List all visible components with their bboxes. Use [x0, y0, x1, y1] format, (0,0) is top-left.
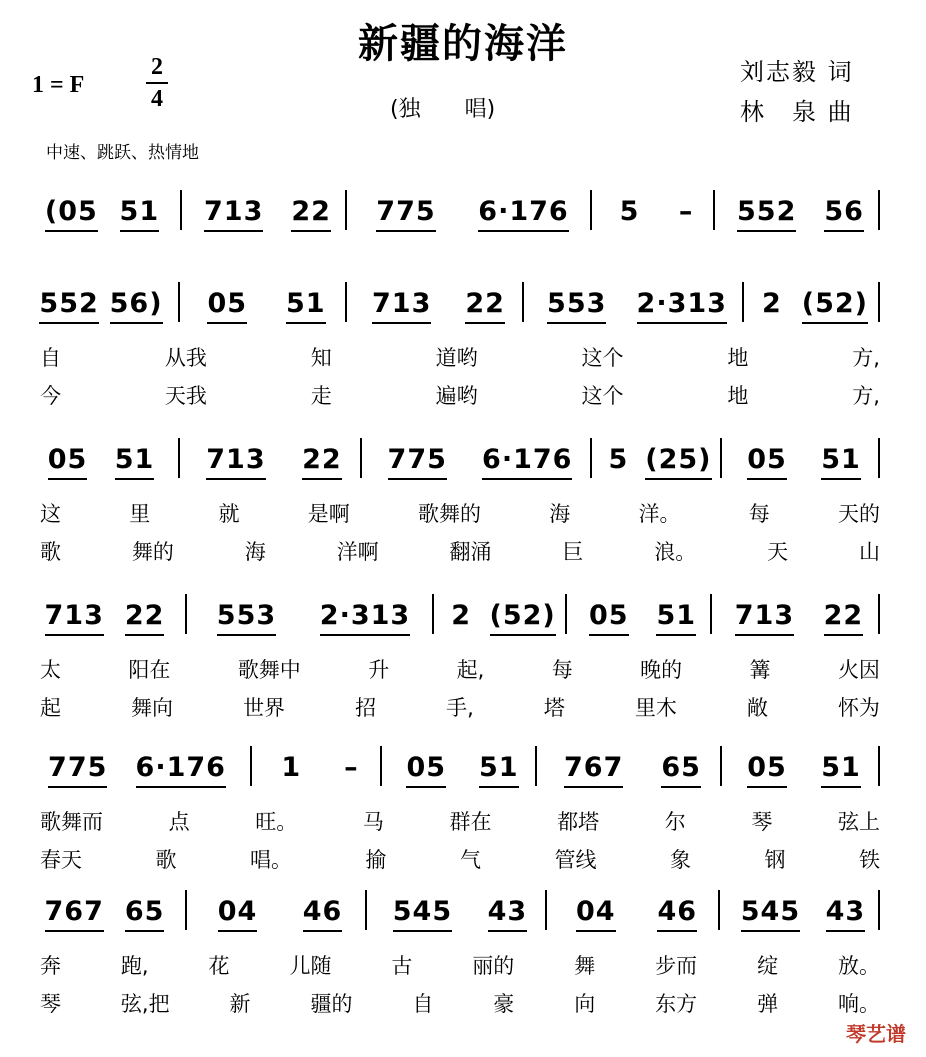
key-signature: 1 = F — [32, 72, 85, 98]
note-group: 22 — [291, 196, 331, 232]
note-group: 65 — [125, 896, 165, 932]
note-group: 553 — [547, 288, 606, 324]
note-group: 51 — [115, 444, 155, 480]
bar-line — [545, 890, 547, 930]
time-signature — [146, 52, 168, 114]
lyric-word: 知 — [310, 346, 332, 370]
bar-line — [710, 594, 712, 634]
note-group: 22 — [465, 288, 505, 324]
lyric-word: 巨 — [562, 540, 584, 564]
lyric-word: 阳在 — [128, 658, 171, 682]
watermark-logo: 琴艺谱 — [846, 1022, 906, 1046]
bar-line — [360, 438, 362, 478]
bar-line — [878, 594, 880, 634]
lyric-line — [40, 806, 880, 836]
meter-bottom: 4 — [151, 86, 163, 112]
lyric-word: 敞 — [746, 696, 768, 720]
composer-credit: 林 泉 曲 — [740, 98, 854, 126]
note-group: 5 — [608, 444, 629, 475]
note-group: 65 — [661, 752, 701, 788]
note-group: 2·313 — [637, 288, 727, 324]
lyric-word: 新 — [229, 992, 251, 1016]
lyric-line — [40, 536, 880, 566]
note-group: 713 — [45, 600, 104, 636]
note-group: 767 — [564, 752, 623, 788]
note-group: 22 — [125, 600, 165, 636]
note-group: 6·176 — [482, 444, 572, 480]
note-group: 05 — [406, 752, 446, 788]
note-group: 552 — [737, 196, 796, 232]
note-group: 553 — [217, 600, 276, 636]
lyric-word: 向 — [574, 992, 596, 1016]
measure — [260, 752, 380, 786]
lyric-word: 响。 — [837, 992, 880, 1016]
bar-line — [590, 438, 592, 478]
bar-line — [590, 190, 592, 230]
bar-line — [365, 890, 367, 930]
lyric-word: 手, — [446, 696, 474, 720]
lyric-word: 道哟 — [435, 346, 478, 370]
lyric-word: 弦上 — [838, 810, 880, 834]
measure — [375, 896, 545, 932]
lyric-word: 弦,把 — [120, 992, 170, 1016]
measure — [575, 600, 710, 636]
note-group: 05 — [48, 444, 88, 480]
lyric-word: 升 — [368, 658, 390, 682]
lyric-word: 每 — [748, 502, 770, 526]
lyric-word: 马 — [362, 810, 384, 834]
lyric-word: 洋。 — [638, 502, 681, 526]
note-group: (52) — [490, 600, 556, 636]
lyric-word: 海 — [244, 540, 266, 564]
meter-top: 2 — [151, 54, 163, 80]
measure — [188, 444, 360, 480]
lyric-word: 气 — [460, 848, 481, 872]
lyric-word: 点 — [168, 810, 190, 834]
lyric-word: 里木 — [634, 696, 677, 720]
lyric-line — [40, 654, 880, 684]
lyric-word: 怀为 — [837, 696, 880, 720]
note-group: 51 — [120, 196, 160, 232]
note-group: (25) — [645, 444, 711, 480]
lyric-word: 是啊 — [307, 502, 350, 526]
lyric-word: 火因 — [837, 658, 880, 682]
bar-line — [250, 746, 252, 786]
bar-line — [718, 890, 720, 930]
measure — [728, 896, 878, 932]
bar-line — [185, 594, 187, 634]
lyric-word: 琴 — [751, 810, 773, 834]
note-group: – — [344, 752, 359, 783]
bar-line — [178, 282, 180, 322]
lyric-word: 这个 — [581, 384, 624, 408]
note-group: 775 — [388, 444, 447, 480]
lyric-word: 奔 — [40, 954, 61, 978]
lyric-word: 地 — [727, 384, 749, 408]
lyric-word: 翻涌 — [449, 540, 492, 564]
note-group: (05 — [45, 196, 98, 232]
measure — [195, 600, 432, 636]
lyric-word: 方, — [852, 384, 880, 408]
bar-line — [878, 890, 880, 930]
note-group: 6·176 — [136, 752, 226, 788]
note-group: 51 — [286, 288, 326, 324]
measure — [34, 896, 175, 932]
lyric-word: 就 — [218, 502, 240, 526]
note-group: 775 — [376, 196, 435, 232]
lyric-word: 歌舞而 — [40, 810, 103, 834]
lyric-word: 招 — [355, 696, 377, 720]
bar-line — [432, 594, 434, 634]
lyric-word: 尔 — [664, 810, 686, 834]
lyric-line — [40, 342, 880, 372]
note-group: 05 — [589, 600, 629, 636]
note-group: 51 — [821, 752, 861, 788]
bar-line — [178, 438, 180, 478]
lyric-word: 古 — [391, 954, 413, 978]
note-group: 05 — [747, 444, 787, 480]
note-group: 2 — [761, 288, 782, 319]
lyric-word: 自 — [40, 346, 61, 370]
lyric-word: 舞的 — [131, 540, 174, 564]
song-title: 新疆的海洋 — [358, 20, 568, 67]
note-group: – — [678, 196, 694, 227]
bar-line — [878, 438, 880, 478]
lyricist-credit: 刘志毅 词 — [740, 58, 854, 86]
note-group: 5 — [619, 196, 640, 227]
lyric-word: 花 — [208, 954, 230, 978]
lyric-word: 天的 — [838, 502, 880, 526]
lyric-word: 弹 — [757, 992, 779, 1016]
lyric-word: 揄 — [365, 848, 387, 872]
note-group: 552 — [39, 288, 98, 324]
note-group: 545 — [393, 896, 452, 932]
bar-line — [720, 438, 722, 478]
lyric-word: 放。 — [837, 954, 880, 978]
note-group: 6·176 — [478, 196, 568, 232]
bar-line — [878, 190, 880, 230]
lyric-word: 每 — [551, 658, 573, 682]
lyric-word: 遍哟 — [435, 384, 478, 408]
lyric-word: 歌舞的 — [418, 502, 481, 526]
measure — [34, 752, 240, 788]
measure — [720, 600, 878, 636]
measure — [34, 444, 168, 480]
lyric-word: 从我 — [164, 346, 207, 370]
measure — [442, 600, 565, 636]
note-group: 46 — [303, 896, 343, 932]
lyric-word: 都塔 — [557, 810, 600, 834]
note-group: 22 — [302, 444, 342, 480]
lyric-word: 篝 — [749, 658, 771, 682]
measure — [390, 752, 535, 788]
measure — [34, 196, 170, 232]
lyric-line — [40, 692, 880, 722]
measure — [355, 196, 590, 232]
note-group: 713 — [204, 196, 263, 232]
measure — [34, 288, 168, 324]
lyric-word: 舞 — [574, 954, 596, 978]
measure — [723, 196, 878, 232]
lyric-word: 塔 — [543, 696, 565, 720]
note-group: 05 — [747, 752, 787, 788]
note-group: 04 — [576, 896, 616, 932]
bar-line — [713, 190, 715, 230]
bar-line — [535, 746, 537, 786]
lyric-word: 浪。 — [654, 540, 697, 564]
lyric-line — [40, 844, 880, 874]
lyric-word: 铁 — [859, 848, 880, 872]
lyric-word: 今 — [40, 384, 61, 408]
lyric-word: 歌 — [40, 540, 61, 564]
note-group: 713 — [206, 444, 265, 480]
measure — [532, 288, 742, 324]
note-group: 51 — [479, 752, 519, 788]
bar-line — [878, 746, 880, 786]
measure — [730, 444, 878, 480]
bar-line — [565, 594, 567, 634]
measure — [730, 752, 878, 788]
lyric-word: 天我 — [164, 384, 207, 408]
note-group: 1 — [281, 752, 302, 783]
note-group: (52) — [802, 288, 868, 324]
lyric-word: 方, — [852, 346, 880, 370]
lyric-word: 歌 — [155, 848, 177, 872]
note-group: 43 — [826, 896, 866, 932]
note-group: 04 — [218, 896, 258, 932]
note-group: 56) — [110, 288, 163, 324]
note-group: 43 — [488, 896, 528, 932]
bar-line — [522, 282, 524, 322]
lyric-word: 步而 — [655, 954, 698, 978]
lyric-word: 走 — [310, 384, 332, 408]
lyric-word: 世界 — [243, 696, 286, 720]
lyric-line — [40, 950, 880, 980]
lyric-word: 管线 — [554, 848, 597, 872]
lyric-word: 跑, — [120, 954, 149, 978]
lyric-word: 象 — [670, 848, 691, 872]
lyric-word: 琴 — [40, 992, 61, 1016]
lyric-word: 这个 — [581, 346, 624, 370]
bar-line — [345, 190, 347, 230]
measure — [555, 896, 718, 932]
note-group: 713 — [372, 288, 431, 324]
lyric-word: 群在 — [449, 810, 492, 834]
lyric-word: 地 — [727, 346, 749, 370]
bar-line — [180, 190, 182, 230]
lyric-word: 疆的 — [310, 992, 353, 1016]
lyric-word: 丽的 — [472, 954, 515, 978]
lyric-word: 起 — [40, 696, 61, 720]
lyric-word: 洋啊 — [336, 540, 379, 564]
bar-line — [185, 890, 187, 930]
lyric-word: 舞向 — [131, 696, 174, 720]
note-group: 46 — [657, 896, 697, 932]
bar-line — [720, 746, 722, 786]
note-group: 767 — [45, 896, 104, 932]
lyric-word: 东方 — [655, 992, 698, 1016]
measure — [188, 288, 345, 324]
lyric-word: 晚的 — [640, 658, 683, 682]
lyric-word: 旺。 — [255, 810, 298, 834]
lyric-line — [40, 988, 880, 1018]
measure — [545, 752, 720, 788]
lyric-word: 太 — [40, 658, 61, 682]
note-group: 545 — [741, 896, 800, 932]
note-group: 775 — [48, 752, 107, 788]
note-group: 51 — [656, 600, 696, 636]
bar-line — [345, 282, 347, 322]
note-group: 2·313 — [320, 600, 410, 636]
bar-line — [380, 746, 382, 786]
lyric-word: 绽 — [757, 954, 779, 978]
measure — [600, 196, 713, 230]
note-group: 05 — [207, 288, 247, 324]
lyric-word: 海 — [549, 502, 571, 526]
lyric-word: 天 — [767, 540, 789, 564]
measure — [600, 444, 720, 480]
measure — [370, 444, 590, 480]
note-group: 713 — [735, 600, 794, 636]
lyric-word: 儿随 — [289, 954, 332, 978]
note-group: 22 — [824, 600, 864, 636]
measure — [752, 288, 878, 324]
bar-line — [878, 282, 880, 322]
note-group: 51 — [821, 444, 861, 480]
measure — [190, 196, 345, 232]
bar-line — [742, 282, 744, 322]
lyric-word: 里 — [129, 502, 151, 526]
lyric-line — [40, 498, 880, 528]
lyric-word: 歌舞中 — [237, 658, 301, 682]
note-group: 2 — [451, 600, 472, 631]
measure — [195, 896, 365, 932]
lyric-word: 自 — [412, 992, 434, 1016]
lyric-word: 钢 — [764, 848, 786, 872]
lyric-word: 山 — [859, 540, 880, 564]
lyric-word: 豪 — [493, 992, 515, 1016]
tempo-marking: 中速、跳跃、热情地 — [46, 143, 199, 163]
lyric-word: 唱。 — [250, 848, 292, 872]
lyric-word: 春天 — [40, 848, 82, 872]
measure — [34, 600, 175, 636]
note-group: 56 — [824, 196, 864, 232]
lyric-line — [40, 380, 880, 410]
lyric-word: 起, — [456, 658, 485, 682]
lyric-word: 这 — [40, 502, 61, 526]
performance-note: (独 唱) — [390, 97, 496, 122]
measure — [355, 288, 522, 324]
